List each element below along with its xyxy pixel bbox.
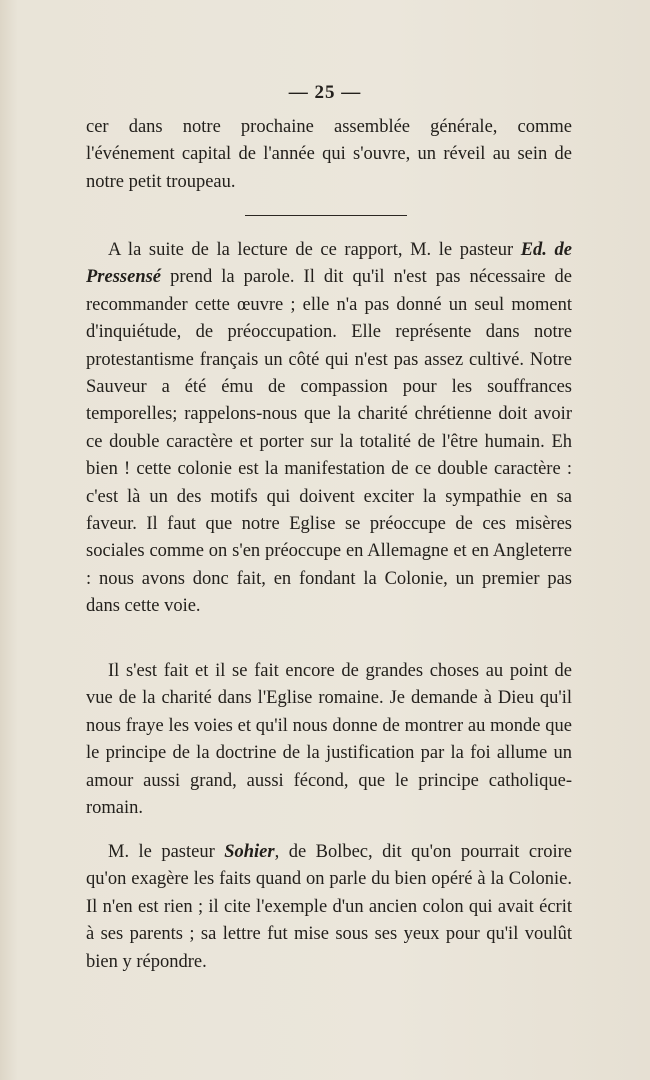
paragraph-text: Il s'est fait et il se fait encore de grandes choses au point de vue de la charité dans l'Eglise romaine. Je demande à Dieu qu'il nous fraye les voies et qu'il nous donne de montrer au monde que le principe de la doctrine de la justification par la foi allume un amour aussi grand, aussi fécond, que le principe catholique-romain. [86, 661, 572, 819]
paragraph-lead: M. le pasteur [108, 842, 225, 862]
paragraph-body: , de Bolbec, dit qu'on pourrait croire qu'on exagère les faits quand on parle du bien opéré à la Colonie. Il n'en est rien ; il cite l'exemple d'un ancien colon qui avait écrit à ses parents ; sa lettre fut mise sous ses yeux pour qu'il voulût bien y répondre. [86, 842, 572, 972]
paragraph-eglise-romaine [86, 658, 572, 822]
page-number: — 25 — [288, 82, 362, 103]
paragraph-pressense [86, 237, 572, 621]
paragraph-sohier [86, 839, 572, 976]
paragraph-text: cer dans notre prochaine assemblée générale, comme l'événement capital de l'année qui s'ouvre, un réveil au sein de notre petit troupeau. [86, 117, 572, 192]
speaker-name: Ed. de Pressensé [86, 240, 572, 288]
paragraph-lead: A la suite de la lecture de ce rapport, M. le pasteur [108, 240, 521, 260]
section-divider [245, 215, 407, 216]
paragraph-text [86, 237, 572, 621]
paragraph-text [86, 839, 572, 976]
speaker-name: Sohier [224, 842, 275, 862]
paragraph-continuation [86, 114, 572, 196]
paragraph-body: prend la parole. Il dit qu'il n'est pas nécessaire de recommander cette œuvre ; elle n'a pas donné un seul moment d'inquiétude, de préoccupation. Elle représente dans notre protestantisme français un côté qui n'est pas assez cultivé. Notre Sauveur a été ému de compassion pour les souffrances temporelles; rappelons-nous que la charité chrétienne doit avoir ce double caractère et porter sur la totalité de l'être humain. Eh bien ! cette colonie est la manifestation de ce double caractère : c'est là un des motifs qui doivent exciter la sympathie en sa faveur. Il faut que notre Eglise se préoccupe de ces misères sociales comme on s'en préoccupe en Allemagne et en Angleterre : nous avons donc fait, en fondant la Colonie, un premier pas dans cette voie. [86, 267, 572, 617]
